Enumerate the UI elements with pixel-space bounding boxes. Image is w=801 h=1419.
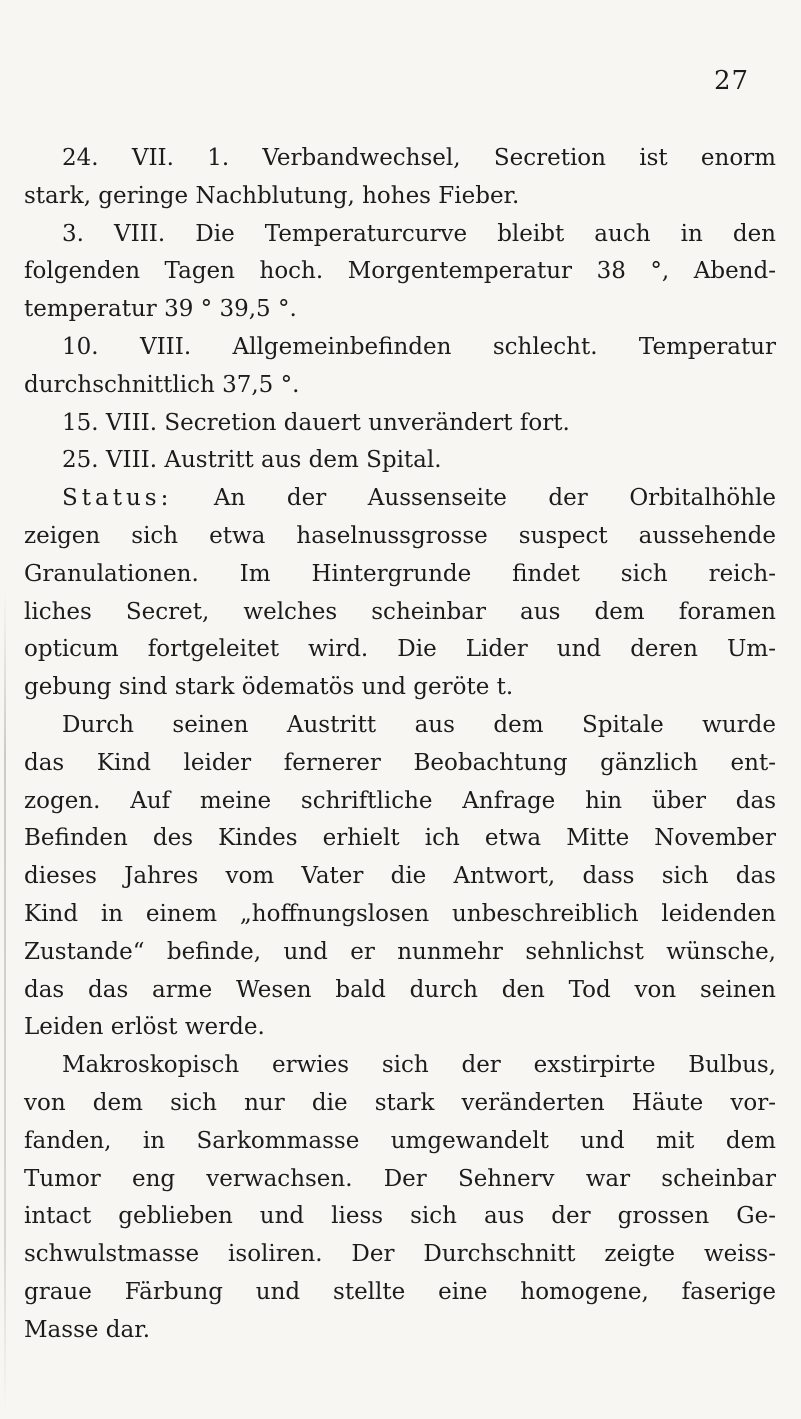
text-line: zeigen sich etwa haselnussgrosse suspect aussehende — [24, 522, 776, 549]
text-line: fanden, in Sarkommasse umgewandelt und mit dem — [24, 1127, 776, 1154]
page-number: 27 — [714, 66, 750, 96]
text-line: 10. VIII. Allgemeinbefinden schlecht. Temperatur — [62, 333, 776, 360]
text-line: das das arme Wesen bald durch den Tod von seinen — [24, 976, 776, 1003]
text-line: Leiden erlöst werde. — [24, 1014, 265, 1041]
text-line: Zustande“ befinde, und er nunmehr sehnlichst wünsche, — [24, 938, 776, 965]
status-label: Status: — [62, 485, 173, 512]
text-line: durchschnittlich 37,5 °. — [24, 371, 300, 398]
text-line: temperatur 39 ° 39,5 °. — [24, 296, 297, 323]
text-line: gebung sind stark ödematös und geröte t. — [24, 674, 514, 701]
text-line: 24. VII. 1. Verbandwechsel, Secretion ist enorm — [62, 145, 776, 171]
text-line: opticum fortgeleitet wird. Die Lider und deren Um- — [24, 636, 776, 663]
text-line: das Kind leider fernerer Beobachtung gänzlich ent- — [24, 749, 776, 776]
text-line: 3. VIII. Die Temperaturcurve bleibt auch in den — [62, 220, 776, 247]
status-text: An der Aussenseite der Orbitalhöhle — [213, 485, 777, 512]
text-line: dieses Jahres vom Vater die Antwort, dass sich das — [24, 863, 776, 890]
text-line: zogen. Auf meine schriftliche Anfrage hin über das — [24, 787, 776, 814]
text-line: 25. VIII. Austritt aus dem Spital. — [62, 447, 442, 474]
text-line: liches Secret, welches scheinbar aus dem foramen — [24, 598, 776, 625]
text-line: Makroskopisch erwies sich der exstirpirte Bulbus, — [62, 1052, 776, 1079]
text-line: Durch seinen Austritt aus dem Spitale wurde — [62, 711, 776, 738]
text-line: graue Färbung und stellte eine homogene, faserige — [24, 1278, 776, 1305]
text-line: 15. VIII. Secretion dauert unverändert fort. — [62, 409, 570, 436]
text-line: intact geblieben und liess sich aus der grossen Ge- — [24, 1203, 776, 1230]
text-line: Granulationen. Im Hintergrunde findet sich reich- — [24, 560, 776, 587]
scan-shadow-edge — [4, 590, 6, 1410]
text-line: stark, geringe Nachblutung, hohes Fieber. — [24, 182, 520, 209]
text-line: Kind in einem „hoffnungslosen unbeschreiblich leidenden — [24, 900, 776, 927]
text-line: Masse dar. — [24, 1316, 151, 1343]
text-line: von dem sich nur die stark veränderten Häute vor- — [24, 1089, 776, 1116]
status-line — [24, 480, 776, 518]
text-line: schwulstmasse isoliren. Der Durchschnitt zeigte weiss- — [24, 1241, 776, 1268]
text-line: Tumor eng verwachsen. Der Sehnerv war scheinbar — [24, 1165, 776, 1192]
text-line: Befinden des Kindes erhielt ich etwa Mitte November — [24, 825, 776, 852]
body-text — [24, 140, 776, 1350]
text-line: folgenden Tagen hoch. Morgentemperatur 38 °, Abend- — [24, 258, 776, 285]
